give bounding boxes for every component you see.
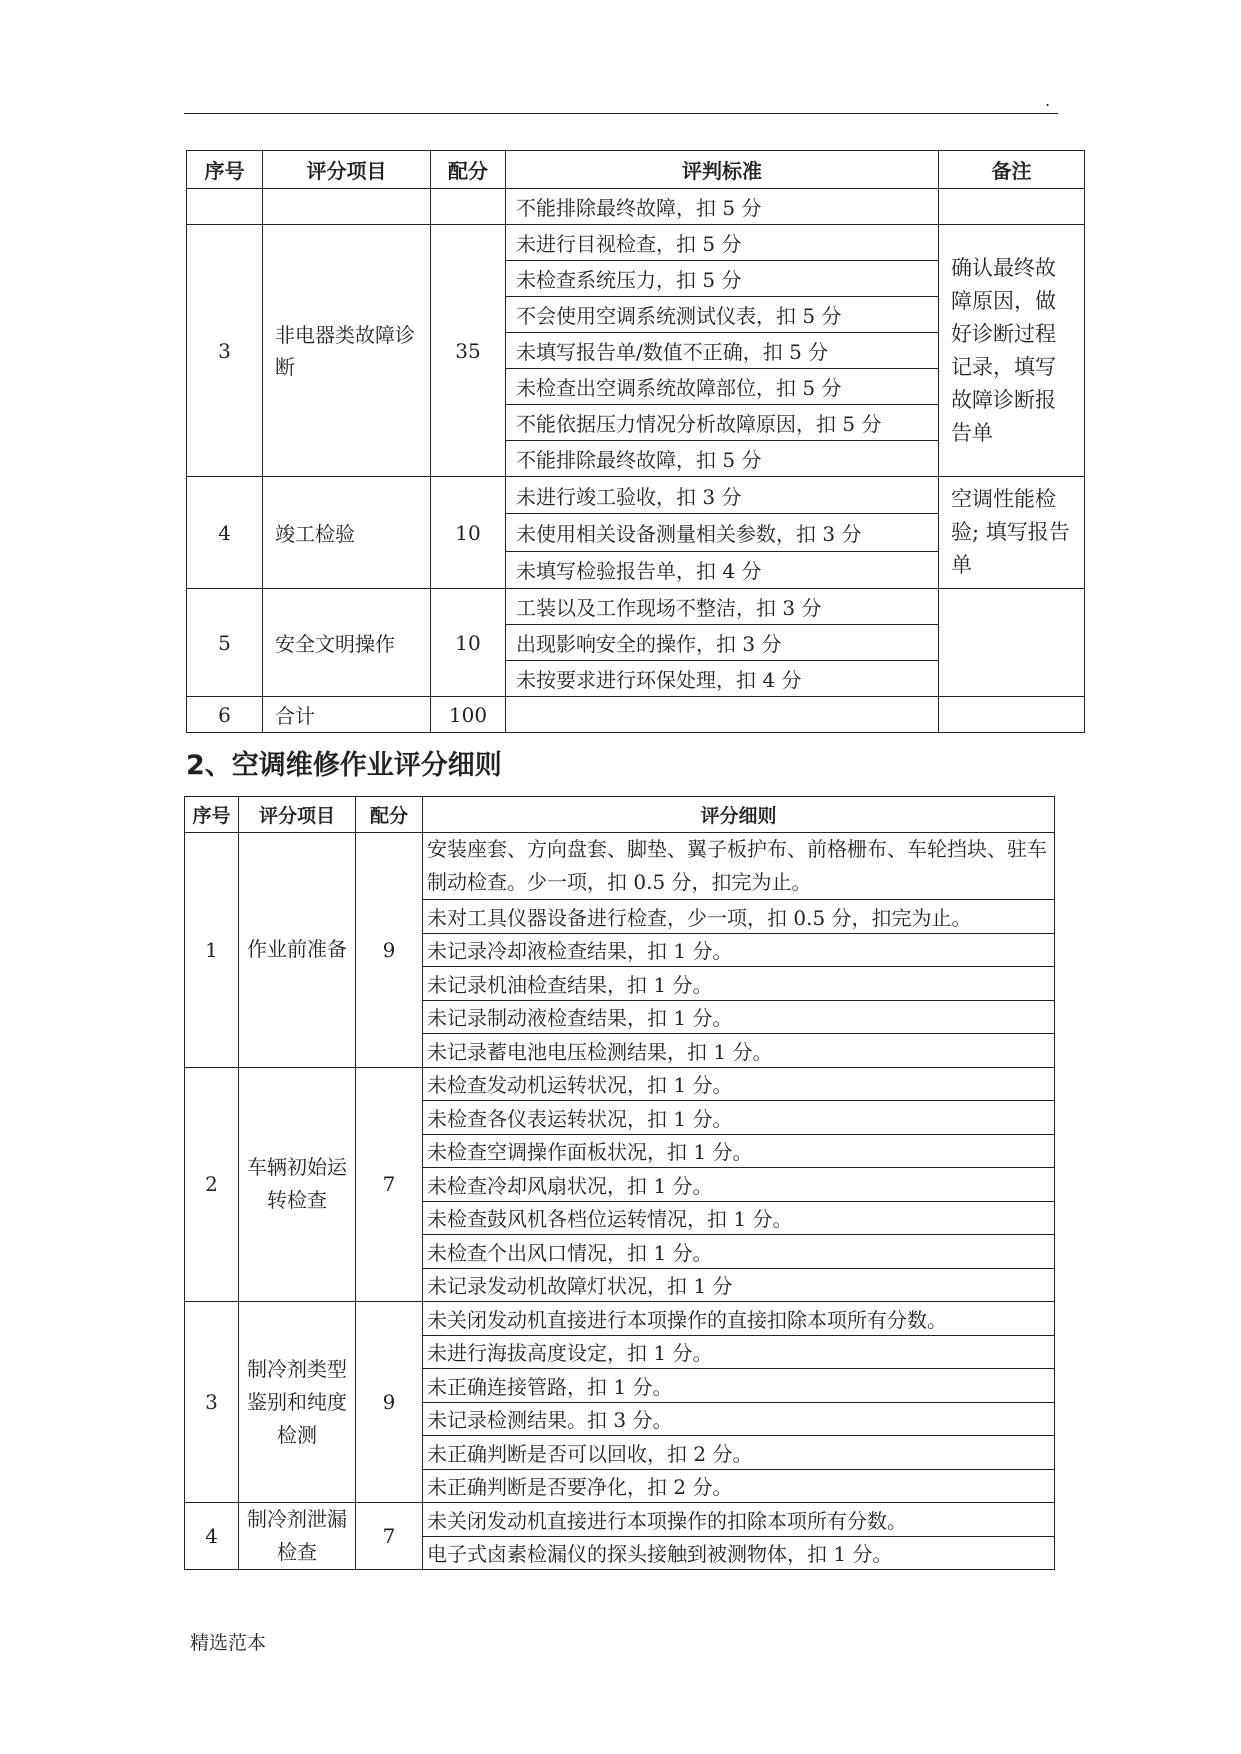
rule-cell: 未检查冷却风扇状况，扣 1 分。 (423, 1168, 1055, 1202)
item-name: 竣工检验 (263, 477, 431, 589)
score-value: 7 (356, 1067, 423, 1302)
table-header-row (187, 151, 1085, 189)
score-value: 35 (431, 225, 506, 477)
header-score: 配分 (431, 151, 506, 189)
rule-cell: 未检查个出风口情况，扣 1 分。 (423, 1235, 1055, 1269)
rule-cell: 未对工具仪器设备进行检查，少一项，扣 0.5 分，扣完为止。 (423, 900, 1055, 934)
score-value: 9 (356, 1302, 423, 1503)
footer-text: 精选范本 (190, 1632, 267, 1654)
header-mark: . (1045, 91, 1051, 110)
header-item: 评分项目 (239, 797, 356, 833)
rule-cell: 未正确连接管路，扣 1 分。 (423, 1369, 1055, 1403)
criteria-cell: 未填写报告单/数值不正确，扣 5 分 (506, 333, 939, 369)
table-row (185, 1302, 1055, 1336)
rule-cell: 未记录发动机故障灯状况，扣 1 分 (423, 1268, 1055, 1302)
header-note: 备注 (939, 151, 1085, 189)
row-number: 1 (185, 833, 239, 1068)
cell-empty (187, 189, 263, 225)
table-row (187, 477, 1085, 514)
cell-empty (506, 697, 939, 733)
note-cell: 空调性能检验; 填写报告单 (939, 477, 1085, 589)
header-rule (184, 113, 1058, 114)
row-number: 2 (185, 1067, 239, 1302)
criteria-cell: 不能依据压力情况分析故障原因，扣 5 分 (506, 405, 939, 441)
table-row (185, 833, 1055, 900)
table-row (185, 1503, 1055, 1537)
score-value: 7 (356, 1503, 423, 1570)
note-cell (939, 589, 1085, 697)
scoring-standard-table (186, 150, 1085, 733)
cell-empty (939, 189, 1085, 225)
header-no: 序号 (187, 151, 263, 189)
cell-empty (431, 189, 506, 225)
item-name: 作业前准备 (239, 833, 356, 1068)
table-header-row (185, 797, 1055, 833)
item-name: 非电器类故障诊断 (263, 225, 431, 477)
rule-cell: 未记录机油检查结果，扣 1 分。 (423, 967, 1055, 1001)
criteria-cell: 未检查系统压力，扣 5 分 (506, 261, 939, 297)
cell-empty (263, 189, 431, 225)
item-name: 制冷剂类型鉴别和纯度检测 (239, 1302, 356, 1503)
criteria-cell: 未进行目视检查，扣 5 分 (506, 225, 939, 261)
criteria-cell: 未检查出空调系统故障部位，扣 5 分 (506, 369, 939, 405)
rule-cell: 未关闭发动机直接进行本项操作的扣除本项所有分数。 (423, 1503, 1055, 1537)
criteria-cell: 不能排除最终故障，扣 5 分 (506, 441, 939, 477)
rule-cell: 未记录冷却液检查结果，扣 1 分。 (423, 933, 1055, 967)
criteria-cell: 出现影响安全的操作，扣 3 分 (506, 625, 939, 661)
row-number: 3 (187, 225, 263, 477)
rule-cell: 未关闭发动机直接进行本项操作的直接扣除本项所有分数。 (423, 1302, 1055, 1336)
score-value: 10 (431, 477, 506, 589)
item-name: 车辆初始运转检查 (239, 1067, 356, 1302)
rule-cell: 未记录蓄电池电压检测结果，扣 1 分。 (423, 1034, 1055, 1068)
header-item: 评分项目 (263, 151, 431, 189)
header-criteria: 评判标准 (506, 151, 939, 189)
item-name: 安全文明操作 (263, 589, 431, 697)
table-row (187, 189, 1085, 225)
criteria-cell: 未按要求进行环保处理，扣 4 分 (506, 661, 939, 697)
row-number: 6 (187, 697, 263, 733)
rule-cell: 安装座套、方向盘套、脚垫、翼子板护布、前格栅布、车轮挡块、驻车制动检查。少一项，扣 0.5 分，扣完为止。 (423, 833, 1055, 900)
rule-cell: 未正确判断是否可以回收，扣 2 分。 (423, 1436, 1055, 1470)
criteria-cell: 未进行竣工验收，扣 3 分 (506, 477, 939, 514)
total-row (187, 697, 1085, 733)
row-number: 4 (187, 477, 263, 589)
scoring-rules-table (184, 796, 1055, 1570)
criteria-cell: 工装以及工作现场不整洁，扣 3 分 (506, 589, 939, 625)
total-label: 合计 (263, 697, 431, 733)
criteria-cell: 不能排除最终故障，扣 5 分 (506, 189, 939, 225)
row-number: 3 (185, 1302, 239, 1503)
rule-cell: 未检查发动机运转状况，扣 1 分。 (423, 1067, 1055, 1101)
rule-cell: 未检查鼓风机各档位运转情况，扣 1 分。 (423, 1201, 1055, 1235)
row-number: 5 (187, 589, 263, 697)
score-value: 10 (431, 589, 506, 697)
note-cell: 确认最终故障原因，做好诊断过程记录，填写故障诊断报告单 (939, 225, 1085, 477)
row-number: 4 (185, 1503, 239, 1570)
total-score: 100 (431, 697, 506, 733)
criteria-cell: 未填写检验报告单，扣 4 分 (506, 551, 939, 588)
header-rules: 评分细则 (423, 797, 1055, 833)
table-row (185, 1067, 1055, 1101)
section-title: 2、空调维修作业评分细则 (186, 750, 502, 781)
score-value: 9 (356, 833, 423, 1068)
item-name: 制冷剂泄漏检查 (239, 1503, 356, 1570)
rule-cell: 未检查空调操作面板状况，扣 1 分。 (423, 1134, 1055, 1168)
cell-empty (939, 697, 1085, 733)
table-row (187, 225, 1085, 261)
criteria-cell: 不会使用空调系统测试仪表，扣 5 分 (506, 297, 939, 333)
rule-cell: 电子式卤素检漏仪的探头接触到被测物体，扣 1 分。 (423, 1536, 1055, 1570)
rule-cell: 未记录检测结果。扣 3 分。 (423, 1402, 1055, 1436)
table-row (187, 589, 1085, 625)
rule-cell: 未正确判断是否要净化，扣 2 分。 (423, 1469, 1055, 1503)
criteria-cell: 未使用相关设备测量相关参数，扣 3 分 (506, 514, 939, 551)
rule-cell: 未进行海拔高度设定，扣 1 分。 (423, 1335, 1055, 1369)
rule-cell: 未记录制动液检查结果，扣 1 分。 (423, 1000, 1055, 1034)
header-no: 序号 (185, 797, 239, 833)
rule-cell: 未检查各仪表运转状况，扣 1 分。 (423, 1101, 1055, 1135)
header-score: 配分 (356, 797, 423, 833)
